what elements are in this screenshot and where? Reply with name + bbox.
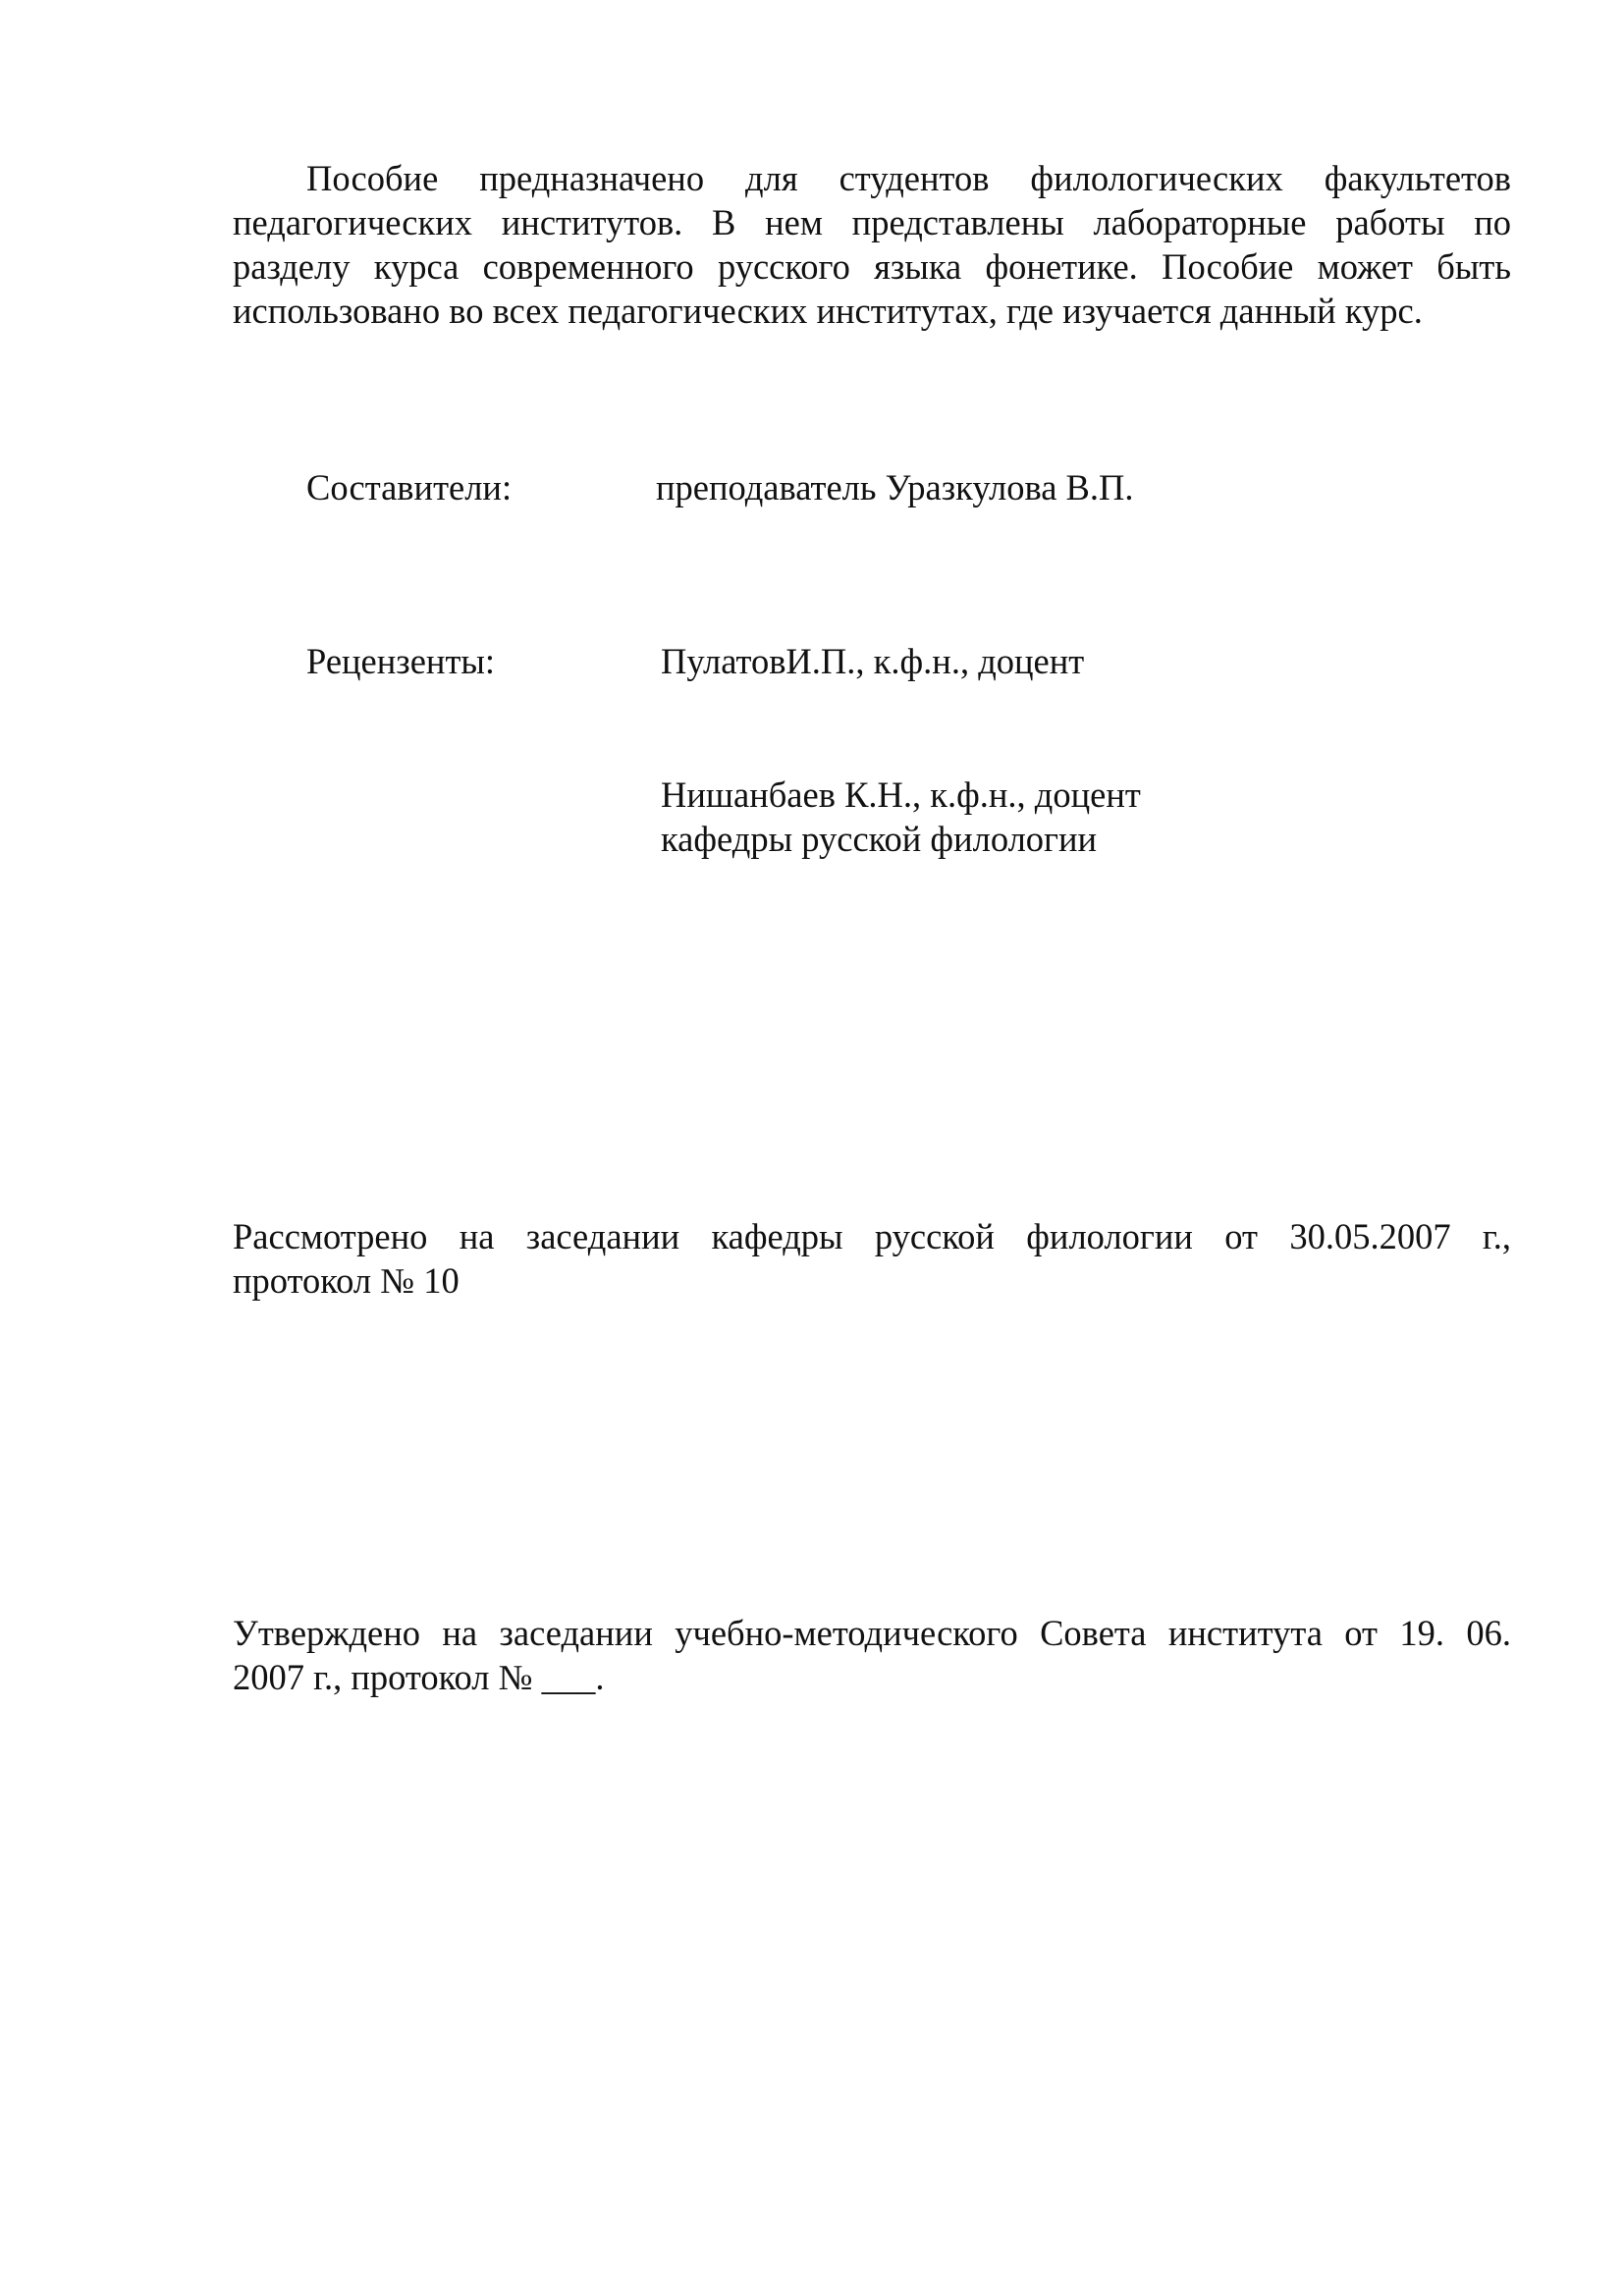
approval-note-line: Утверждено на заседании учебно-методического Совета института от 19. 06.	[233, 1613, 1511, 1653]
reviewer-2-line-1: Нишанбаев К.Н., к.ф.н., доцент	[661, 774, 1141, 815]
reviewer-1: ПулатовИ.П., к.ф.н., доцент	[661, 641, 1085, 681]
annotation-line: использовано во всех педагогических институтах, где изучается данный курс.	[233, 291, 1423, 331]
annotation-line: разделу курса современного русского языка фонетике. Пособие может быть	[233, 246, 1511, 287]
review-note	[233, 1214, 1511, 1303]
annotation-line: Пособие предназначено для студентов филологических факультетов	[306, 158, 1511, 198]
annotation-line: педагогических институтов. В нем представлены лабораторные работы по	[233, 202, 1511, 242]
approval-note	[233, 1611, 1511, 1699]
compilers-value: преподаватель Уразкулова В.П.	[656, 467, 1134, 507]
review-note-line: Рассмотрено на заседании кафедры русской филологии от 30.05.2007 г.,	[233, 1216, 1511, 1256]
reviewer-2-line-2: кафедры русской филологии	[661, 819, 1098, 859]
reviewers-label: Рецензенты:	[306, 641, 496, 681]
approval-note-line: 2007 г., протокол № ___.	[233, 1657, 605, 1697]
review-note-line: протокол № 10	[233, 1260, 460, 1301]
compilers-label: Составители:	[306, 467, 513, 507]
annotation-paragraph	[233, 156, 1511, 333]
